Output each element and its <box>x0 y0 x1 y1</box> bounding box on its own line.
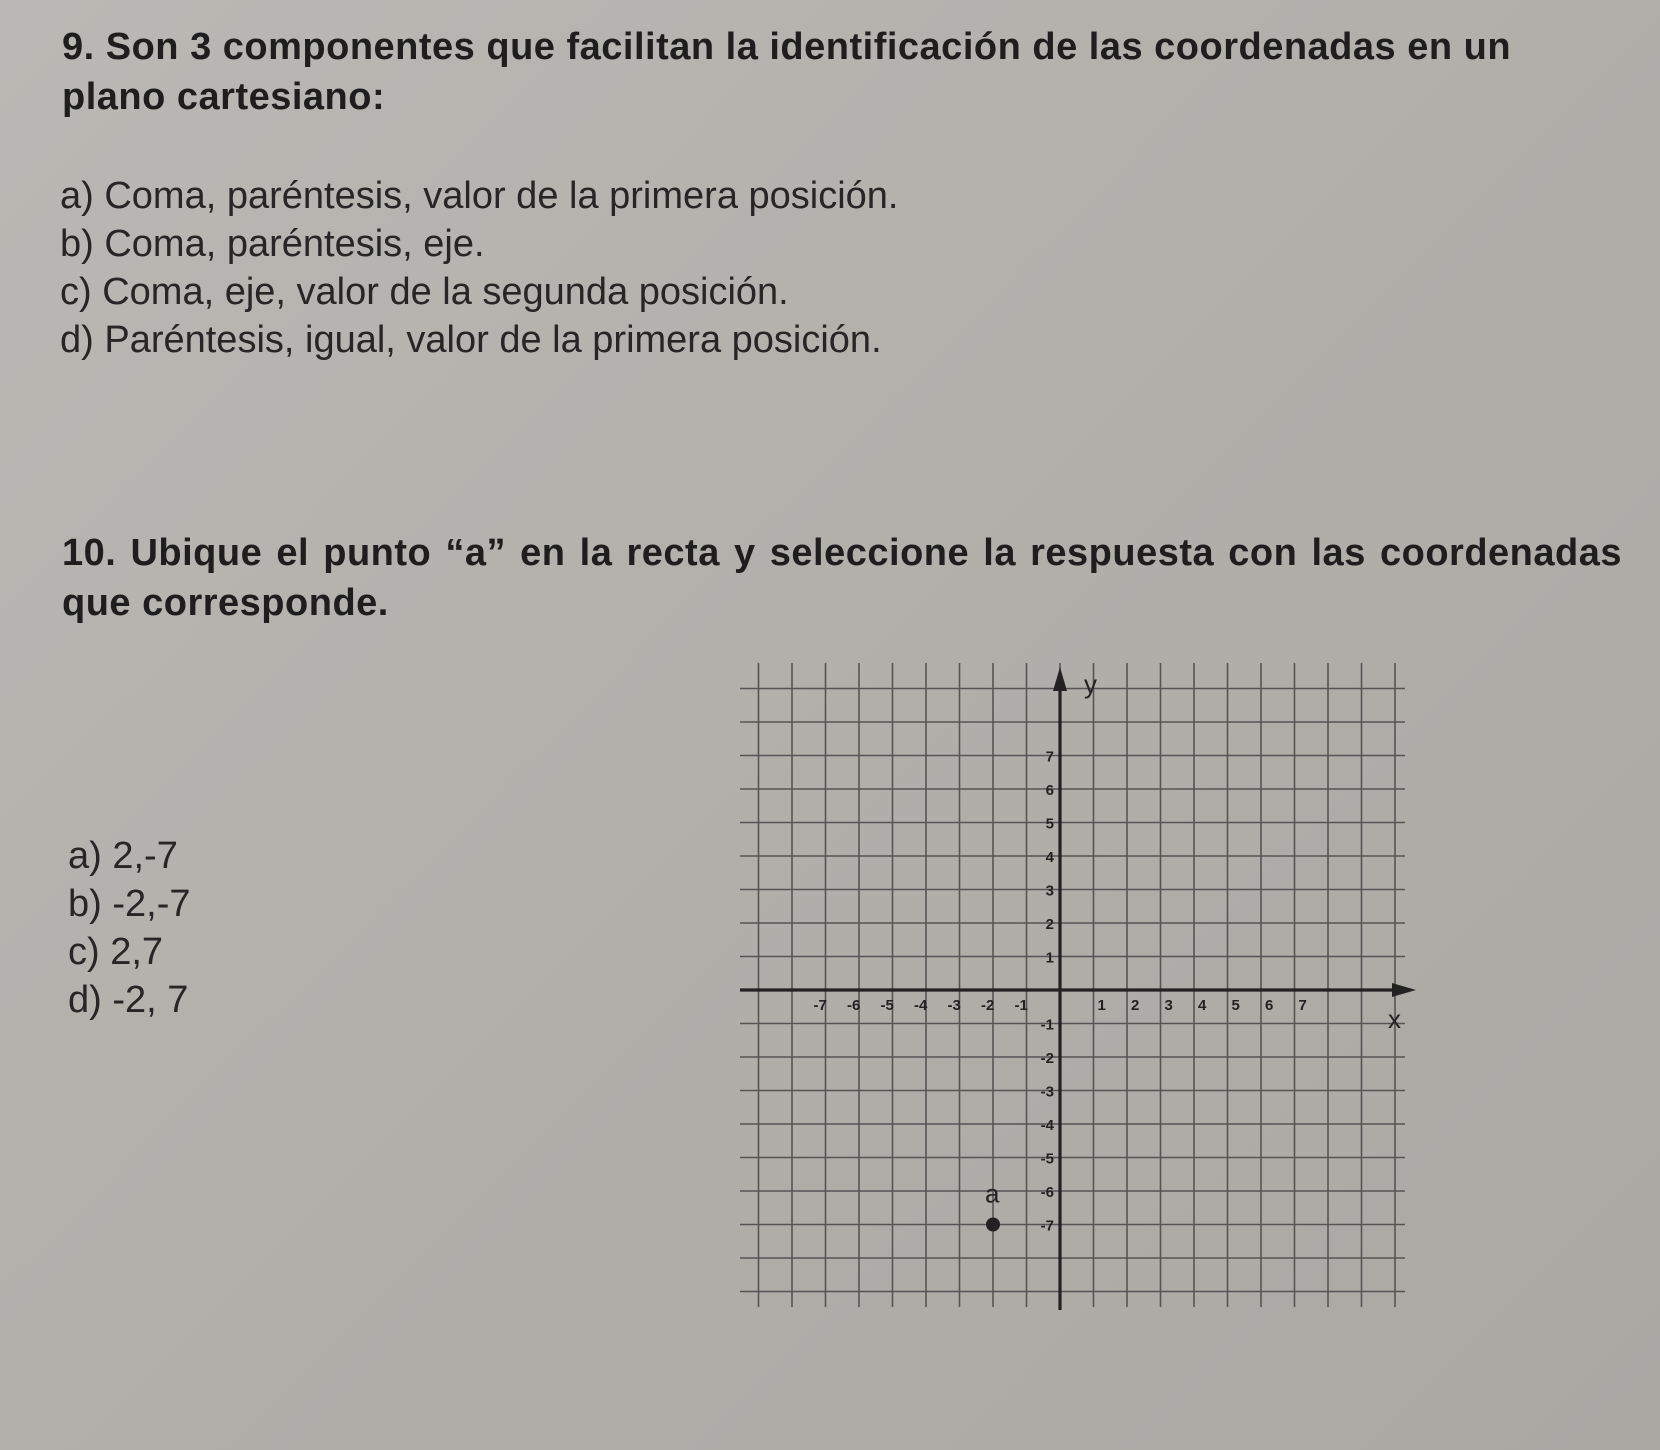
y-tick-label: 1 <box>1045 949 1054 967</box>
y-tick-label: -1 <box>1040 1016 1054 1034</box>
y-tick-label: 4 <box>1045 849 1054 866</box>
y-tick-label: 3 <box>1045 882 1054 900</box>
x-tick-label: 7 <box>1298 997 1307 1014</box>
question-9-title: 9. Son 3 componentes que facilitan la identificación de las coordenadas en un plano cartesiano: <box>62 26 1512 118</box>
point-a-label: a <box>985 1178 1000 1209</box>
x-tick-label: 3 <box>1164 997 1173 1014</box>
q10-option-b[interactable]: b) -2,-7 <box>68 883 191 925</box>
q9-option-d[interactable]: d) Paréntesis, igual, valor de la primera posición. <box>60 319 882 361</box>
x-tick-label: -2 <box>981 997 995 1014</box>
x-tick-label: 2 <box>1131 997 1140 1014</box>
axes <box>740 667 1416 1310</box>
y-tick-label: -6 <box>1040 1184 1054 1201</box>
x-tick-label: -1 <box>1014 997 1028 1014</box>
grid <box>740 663 1405 1307</box>
x-tick-label: 4 <box>1198 997 1207 1014</box>
x-tick-label: -5 <box>880 997 894 1014</box>
x-tick-label: 6 <box>1265 997 1274 1014</box>
y-tick-label: -2 <box>1040 1050 1054 1067</box>
y-tick-label: -4 <box>1040 1117 1054 1134</box>
x-tick-label: 1 <box>1097 997 1106 1014</box>
x-tick-label: -6 <box>847 997 861 1014</box>
y-tick-label: -3 <box>1040 1083 1054 1101</box>
x-tick-label: -7 <box>813 997 827 1014</box>
y-tick-label: 7 <box>1045 748 1054 766</box>
x-tick-label: -4 <box>914 997 928 1014</box>
x-axis-arrow <box>1392 983 1416 997</box>
y-tick-label: -7 <box>1040 1217 1054 1235</box>
q10-option-a[interactable]: a) 2,-7 <box>68 835 178 877</box>
y-tick-label: 6 <box>1045 782 1054 799</box>
y-tick-label: 5 <box>1045 815 1054 833</box>
q9-option-b[interactable]: b) Coma, paréntesis, eje. <box>60 223 485 265</box>
y-tick-label: 2 <box>1045 916 1054 933</box>
y-axis-label: y <box>1084 669 1097 699</box>
question-10-title: 10. Ubique el punto “a” en la recta y seleccione la respuesta con las coordenadas que corresponde. <box>62 532 1622 624</box>
q9-option-c[interactable]: c) Coma, eje, valor de la segunda posición. <box>60 271 789 313</box>
q9-option-a[interactable]: a) Coma, paréntesis, valor de la primera posición. <box>60 175 899 217</box>
y-axis-arrow <box>1053 667 1067 691</box>
cartesian-plane <box>740 655 1440 1315</box>
x-tick-label: -3 <box>947 997 961 1014</box>
x-tick-label: 5 <box>1231 997 1240 1014</box>
question-9-options <box>0 172 899 364</box>
question-10-options <box>0 832 190 1024</box>
q10-option-c[interactable]: c) 2,7 <box>68 931 164 973</box>
y-tick-label: -5 <box>1040 1150 1054 1168</box>
x-axis-label: x <box>1388 1004 1401 1034</box>
point-a-marker <box>986 1218 1000 1232</box>
q10-option-d[interactable]: d) -2, 7 <box>68 979 189 1021</box>
